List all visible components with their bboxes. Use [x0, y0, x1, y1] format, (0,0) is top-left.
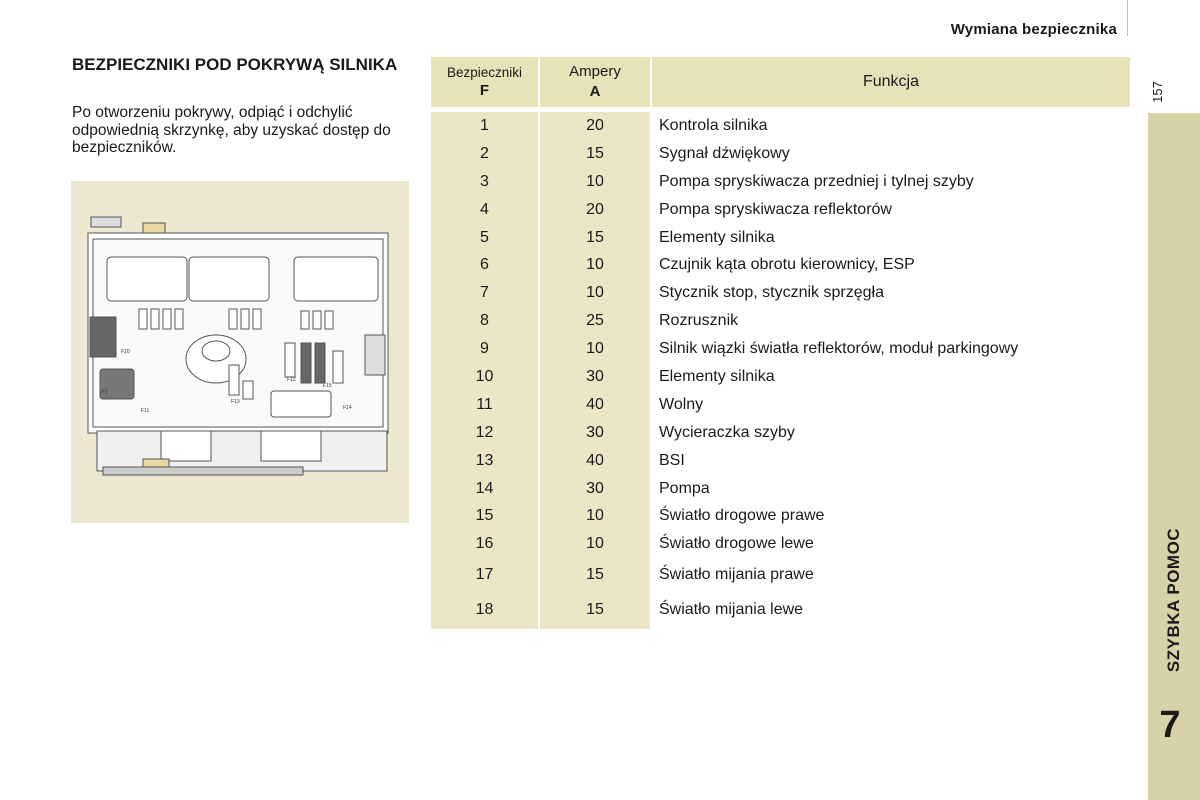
cell-function: Kontrola silnika [652, 112, 1130, 140]
cell-fuse-number: 17 [431, 558, 540, 591]
cell-amperage: 30 [540, 363, 652, 391]
cell-amperage: 10 [540, 502, 652, 530]
chapter-tab-label-wrap [1150, 500, 1198, 700]
cell-fuse-number: 4 [431, 196, 540, 224]
cell-amperage: 15 [540, 591, 652, 629]
cell-fuse-number: 9 [431, 335, 540, 363]
fuse-label-f14: F14 [343, 405, 352, 411]
table-row [431, 140, 1130, 168]
cell-function: Elementy silnika [652, 224, 1130, 252]
cell-fuse-number: 7 [431, 279, 540, 307]
table-row [431, 591, 1130, 629]
cell-fuse-number: 3 [431, 168, 540, 196]
table-row [431, 558, 1130, 591]
cell-fuse-number: 8 [431, 307, 540, 335]
cell-function: Sygnał dźwiękowy [652, 140, 1130, 168]
cell-function: Elementy silnika [652, 363, 1130, 391]
cell-function: BSI [652, 447, 1130, 475]
fuse-box-illustration [71, 181, 409, 523]
cell-fuse-number: 2 [431, 140, 540, 168]
cell-amperage: 15 [540, 140, 652, 168]
fuse-table-body [431, 112, 1130, 629]
table-row [431, 196, 1130, 224]
header-divider [1127, 0, 1128, 36]
table-row [431, 112, 1130, 140]
cell-function: Pompa spryskiwacza przedniej i tylnej szyby [652, 168, 1130, 196]
cell-function: Światło mijania prawe [652, 558, 1130, 591]
cell-amperage: 10 [540, 279, 652, 307]
header-fuse-label: Bezpieczniki [446, 65, 523, 80]
cell-fuse-number: 15 [431, 502, 540, 530]
cell-fuse-number: 13 [431, 447, 540, 475]
table-row [431, 502, 1130, 530]
cell-amperage: 40 [540, 391, 652, 419]
cell-function: Wycieraczka szyby [652, 419, 1130, 447]
section-heading: BEZPIECZNIKI POD POKRYWĄ SILNIKA [72, 55, 398, 74]
cell-fuse-number: 10 [431, 363, 540, 391]
fuse-label-f11: F11 [141, 408, 150, 414]
cell-amperage: 20 [540, 196, 652, 224]
table-row [431, 335, 1130, 363]
table-row [431, 391, 1130, 419]
cell-fuse-number: 1 [431, 112, 540, 140]
header-amp-sub: A [589, 83, 601, 100]
table-row [431, 251, 1130, 279]
table-row [431, 279, 1130, 307]
cell-amperage: 10 [540, 530, 652, 558]
cell-amperage: 15 [540, 224, 652, 252]
cell-function: Wolny [652, 391, 1130, 419]
cell-amperage: 40 [540, 447, 652, 475]
header-fuse-sub: F [479, 82, 490, 99]
cell-function: Światło drogowe lewe [652, 530, 1130, 558]
cell-amperage: 20 [540, 112, 652, 140]
cell-fuse-number: 6 [431, 251, 540, 279]
cell-fuse-number: 5 [431, 224, 540, 252]
cell-function: Pompa [652, 475, 1130, 503]
chapter-number: 7 [1159, 704, 1181, 746]
header-amp-label: Ampery [569, 63, 621, 80]
header-amp [540, 57, 652, 107]
cell-function: Silnik wiązki światła reflektorów, moduł parkingowy [652, 335, 1130, 363]
table-row [431, 475, 1130, 503]
fuse-label-f10: F10 [121, 349, 130, 355]
cell-amperage: 10 [540, 335, 652, 363]
table-row [431, 447, 1130, 475]
cell-function: Czujnik kąta obrotu kierownicy, ESP [652, 251, 1130, 279]
table-row [431, 307, 1130, 335]
table-header-row [431, 57, 1130, 107]
cell-amperage: 25 [540, 307, 652, 335]
header-func: Funkcja [652, 57, 1130, 107]
cell-function: Pompa spryskiwacza reflektorów [652, 196, 1130, 224]
table-row [431, 224, 1130, 252]
fuse-box-drawing [71, 181, 409, 523]
page-number: 157 [1150, 81, 1165, 103]
cell-fuse-number: 14 [431, 475, 540, 503]
cell-amperage: 10 [540, 251, 652, 279]
fuse-label-f15: F15 [323, 383, 332, 389]
cell-fuse-number: 18 [431, 591, 540, 629]
table-row [431, 363, 1130, 391]
table-row [431, 419, 1130, 447]
cell-amperage: 10 [540, 168, 652, 196]
cell-fuse-number: 11 [431, 391, 540, 419]
page-header-title: Wymiana bezpiecznika [950, 21, 1117, 38]
cell-fuse-number: 12 [431, 419, 540, 447]
intro-paragraph: Po otworzeniu pokrywy, odpiąć i odchylić odpowiednią skrzynkę, aby uzyskać dostęp do bezpieczników. [72, 104, 391, 156]
table-row [431, 168, 1130, 196]
cell-function: Światło mijania lewe [652, 591, 1130, 629]
fuse-label-f12: F12 [287, 377, 296, 383]
chapter-tab-label: SZYBKA POMOC [1164, 527, 1183, 673]
cell-function: Światło drogowe prawe [652, 502, 1130, 530]
table-row [431, 530, 1130, 558]
cell-function: Rozrusznik [652, 307, 1130, 335]
fuse-label-f1: F1 [102, 389, 108, 395]
cell-amperage: 30 [540, 475, 652, 503]
cell-amperage: 30 [540, 419, 652, 447]
cell-function: Stycznik stop, stycznik sprzęgła [652, 279, 1130, 307]
header-fuse [431, 57, 540, 107]
fuse-table [431, 57, 1130, 629]
cell-fuse-number: 16 [431, 530, 540, 558]
fuse-label-f13: F13 [231, 399, 240, 405]
cell-amperage: 15 [540, 558, 652, 591]
